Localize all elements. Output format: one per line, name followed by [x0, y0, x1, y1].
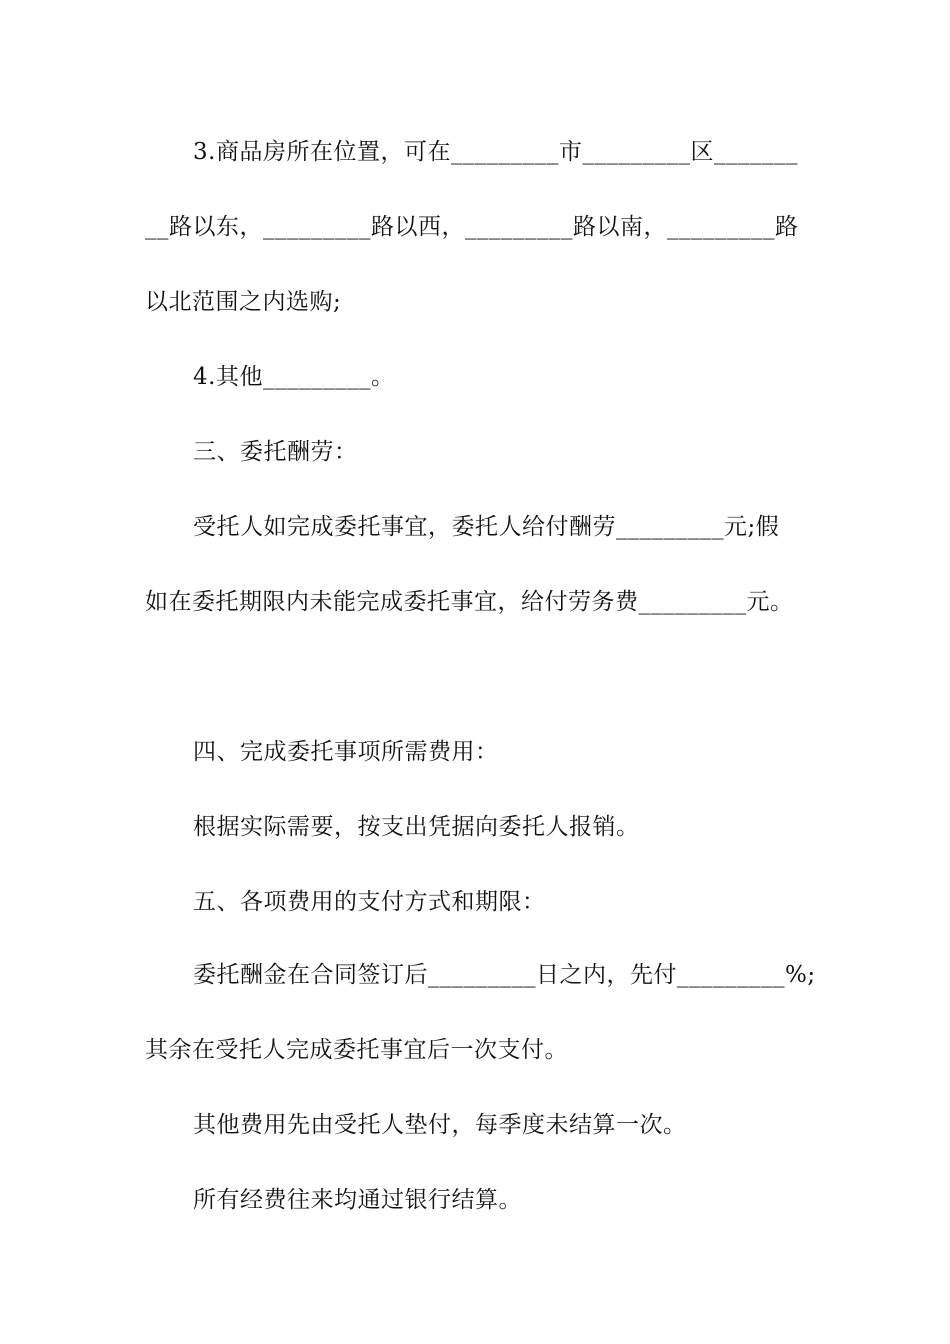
section-4-paragraph: 根据实际需要，按支出凭据向委托人报销。 — [193, 814, 640, 840]
clause-4: 4.其他_________。 — [193, 364, 395, 390]
clause-3-line-2: __路以东，_________路以西，_________路以南，_________路 — [145, 214, 799, 240]
section-3-paragraph-line-2: 如在委托期限内未能完成委托事宜，给付劳务费_________元。 — [145, 589, 794, 615]
section-3-paragraph-line-1: 受托人如完成委托事宜，委托人给付酬劳_________元;假 — [193, 514, 780, 540]
section-5-bank-settlement: 所有经费往来均通过银行结算。 — [193, 1187, 522, 1213]
section-5-heading: 五、各项费用的支付方式和期限： — [193, 889, 546, 915]
section-5-paragraph-line-2: 其余在受托人完成委托事宜后一次支付。 — [145, 1037, 568, 1063]
section-5-paragraph-line-1: 委托酬金在合同签订后_________日之内，先付_________%; — [193, 962, 816, 988]
section-5-other-fees: 其他费用先由受托人垫付，每季度未结算一次。 — [193, 1112, 687, 1138]
clause-3-line-1: 3.商品房所在位置，可在_________市_________区_______ — [193, 139, 798, 165]
clause-3-line-3: 以北范围之内选购; — [145, 289, 342, 315]
section-3-heading: 三、委托酬劳： — [193, 439, 358, 465]
section-4-heading: 四、完成委托事项所需费用： — [193, 739, 499, 765]
